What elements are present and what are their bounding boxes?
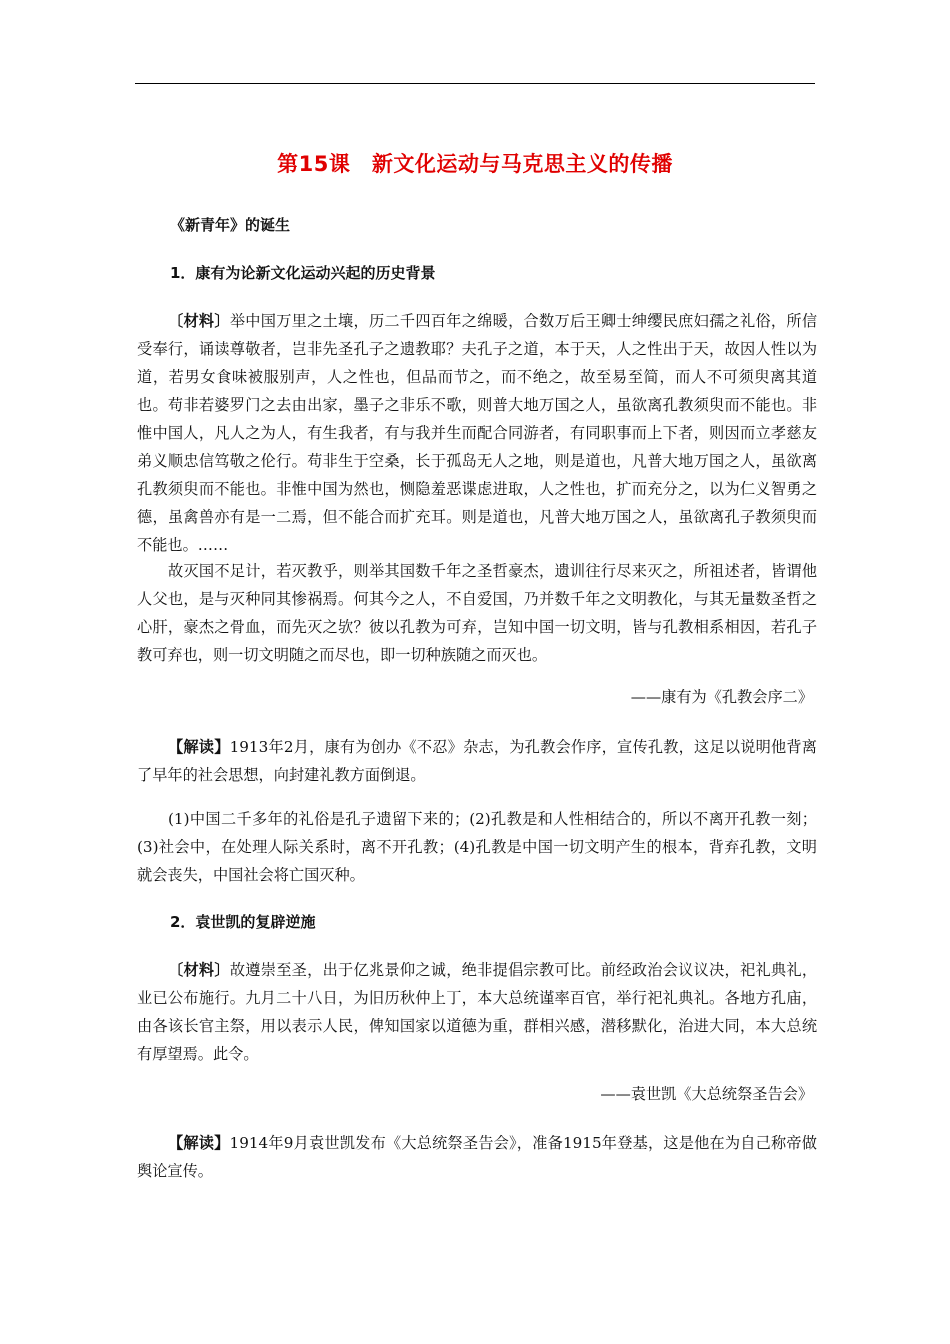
part2-material-paragraph [137,956,817,1068]
section-title: 《新青年》的诞生 [170,216,291,234]
interpret-tag: 【解读】 [168,738,230,756]
material-text: 故遵崇至圣，出于亿兆景仰之诚，绝非提倡宗教可比。前经政治会议议决，祀礼典礼，业已公布施行。九月二十八日，为旧历秋仲上丁，本大总统谨率百官，举行祀礼典礼。各地方孔庙，由各该长官主祭，用以表示人民，俾知国家以道德为重，群相兴感，潜移默化，治进大同，本大总统有厚望焉。此令。 [137,961,818,1063]
interpret-text: 1914年9月袁世凯发布《大总统祭圣告会》，准备1915年登基，这是他在为自己称帝做舆论宣传。 [137,1134,817,1180]
interpret-tag: 【解读】 [168,1134,230,1152]
material-tag: 〔材料〕 [168,961,230,979]
part1-interpretation [137,733,817,789]
part1-points: (1)中国二千多年的礼俗是孔子遗留下来的；(2)孔教是和人性相结合的，所以不离开孔教一刻；(3)社会中，在处理人际关系时，离不开孔教；(4)孔教是中国一切文明产生的根本，背弃孔教，文明就会丧失，中国社会将亡国灭种。 [137,810,817,884]
part2-interpretation [137,1129,817,1185]
header-rule [135,83,815,84]
material-text: 举中国万里之土壤，历二千四百年之绵暖，合数万后王卿士绅缨民庶妇孺之礼俗，所信受奉行，诵读尊敬者，岂非先圣孔子之遗教耶？夫孔子之道，本于天，人之性出于天，故因人性以为道，若男女食味被服别声，人之性也，但品而节之，而不绝之，故至易至简，而人不可须臾离其道也。苟非若婆罗门之去由出家，墨子之非乐不歌，则普大地万国之人，虽欲离孔教须臾而不能也。非惟中国人，凡人之为人，有生我者，有与我并生而配合同游者，有同职事而上下者，则因而立孝慈友弟义顺忠信笃敬之伦行。苟非生于空桑，长于孤岛无人之地，则是道也，凡普大地万国之人，虽欲离孔教须臾而不能也。非惟中国为然也，恻隐羞恶谍虑进取，人之性也，扩而充分之，以为仁义智勇之德，虽禽兽亦有是一二焉，但不能合而扩充耳。则是道也，凡普大地万国之人，虽欲离孔子教须臾而不能也。…… [137,312,818,554]
lesson-title: 第15课 新文化运动与马克思主义的传播 [277,152,673,176]
part1-source: ——康有为《孔教会序二》 [630,688,813,706]
part2-heading: 2．袁世凯的复辟逆施 [170,913,316,931]
part1-material-paragraph [137,307,817,559]
part1-heading: 1．康有为论新文化运动兴起的历史背景 [170,264,436,282]
interpret-text: 1913年2月，康有为创办《不忍》杂志，为孔教会作序，宣传孔教，这足以说明他背离了早年的社会思想，向封建礼教方面倒退。 [137,738,817,784]
part2-source: ——袁世凯《大总统祭圣告会》 [600,1085,813,1103]
part1-material-paragraph-2: 故灭国不足计，若灭教乎，则举其国数千年之圣哲豪杰，遗训往行尽来灭之，所祖述者，皆谓他人父也，是与灭种同其惨祸焉。何其今之人，不自爱国，乃并数千年之文明教化，与其无量数圣哲之心肝，豪杰之骨血，而先灭之欤？彼以孔教为可弃，岂知中国一切文明，皆与孔教相系相因，若孔子教可弃也，则一切文明随之而尽也，即一切种族随之而灭也。 [137,562,817,664]
material-tag: 〔材料〕 [168,312,230,330]
